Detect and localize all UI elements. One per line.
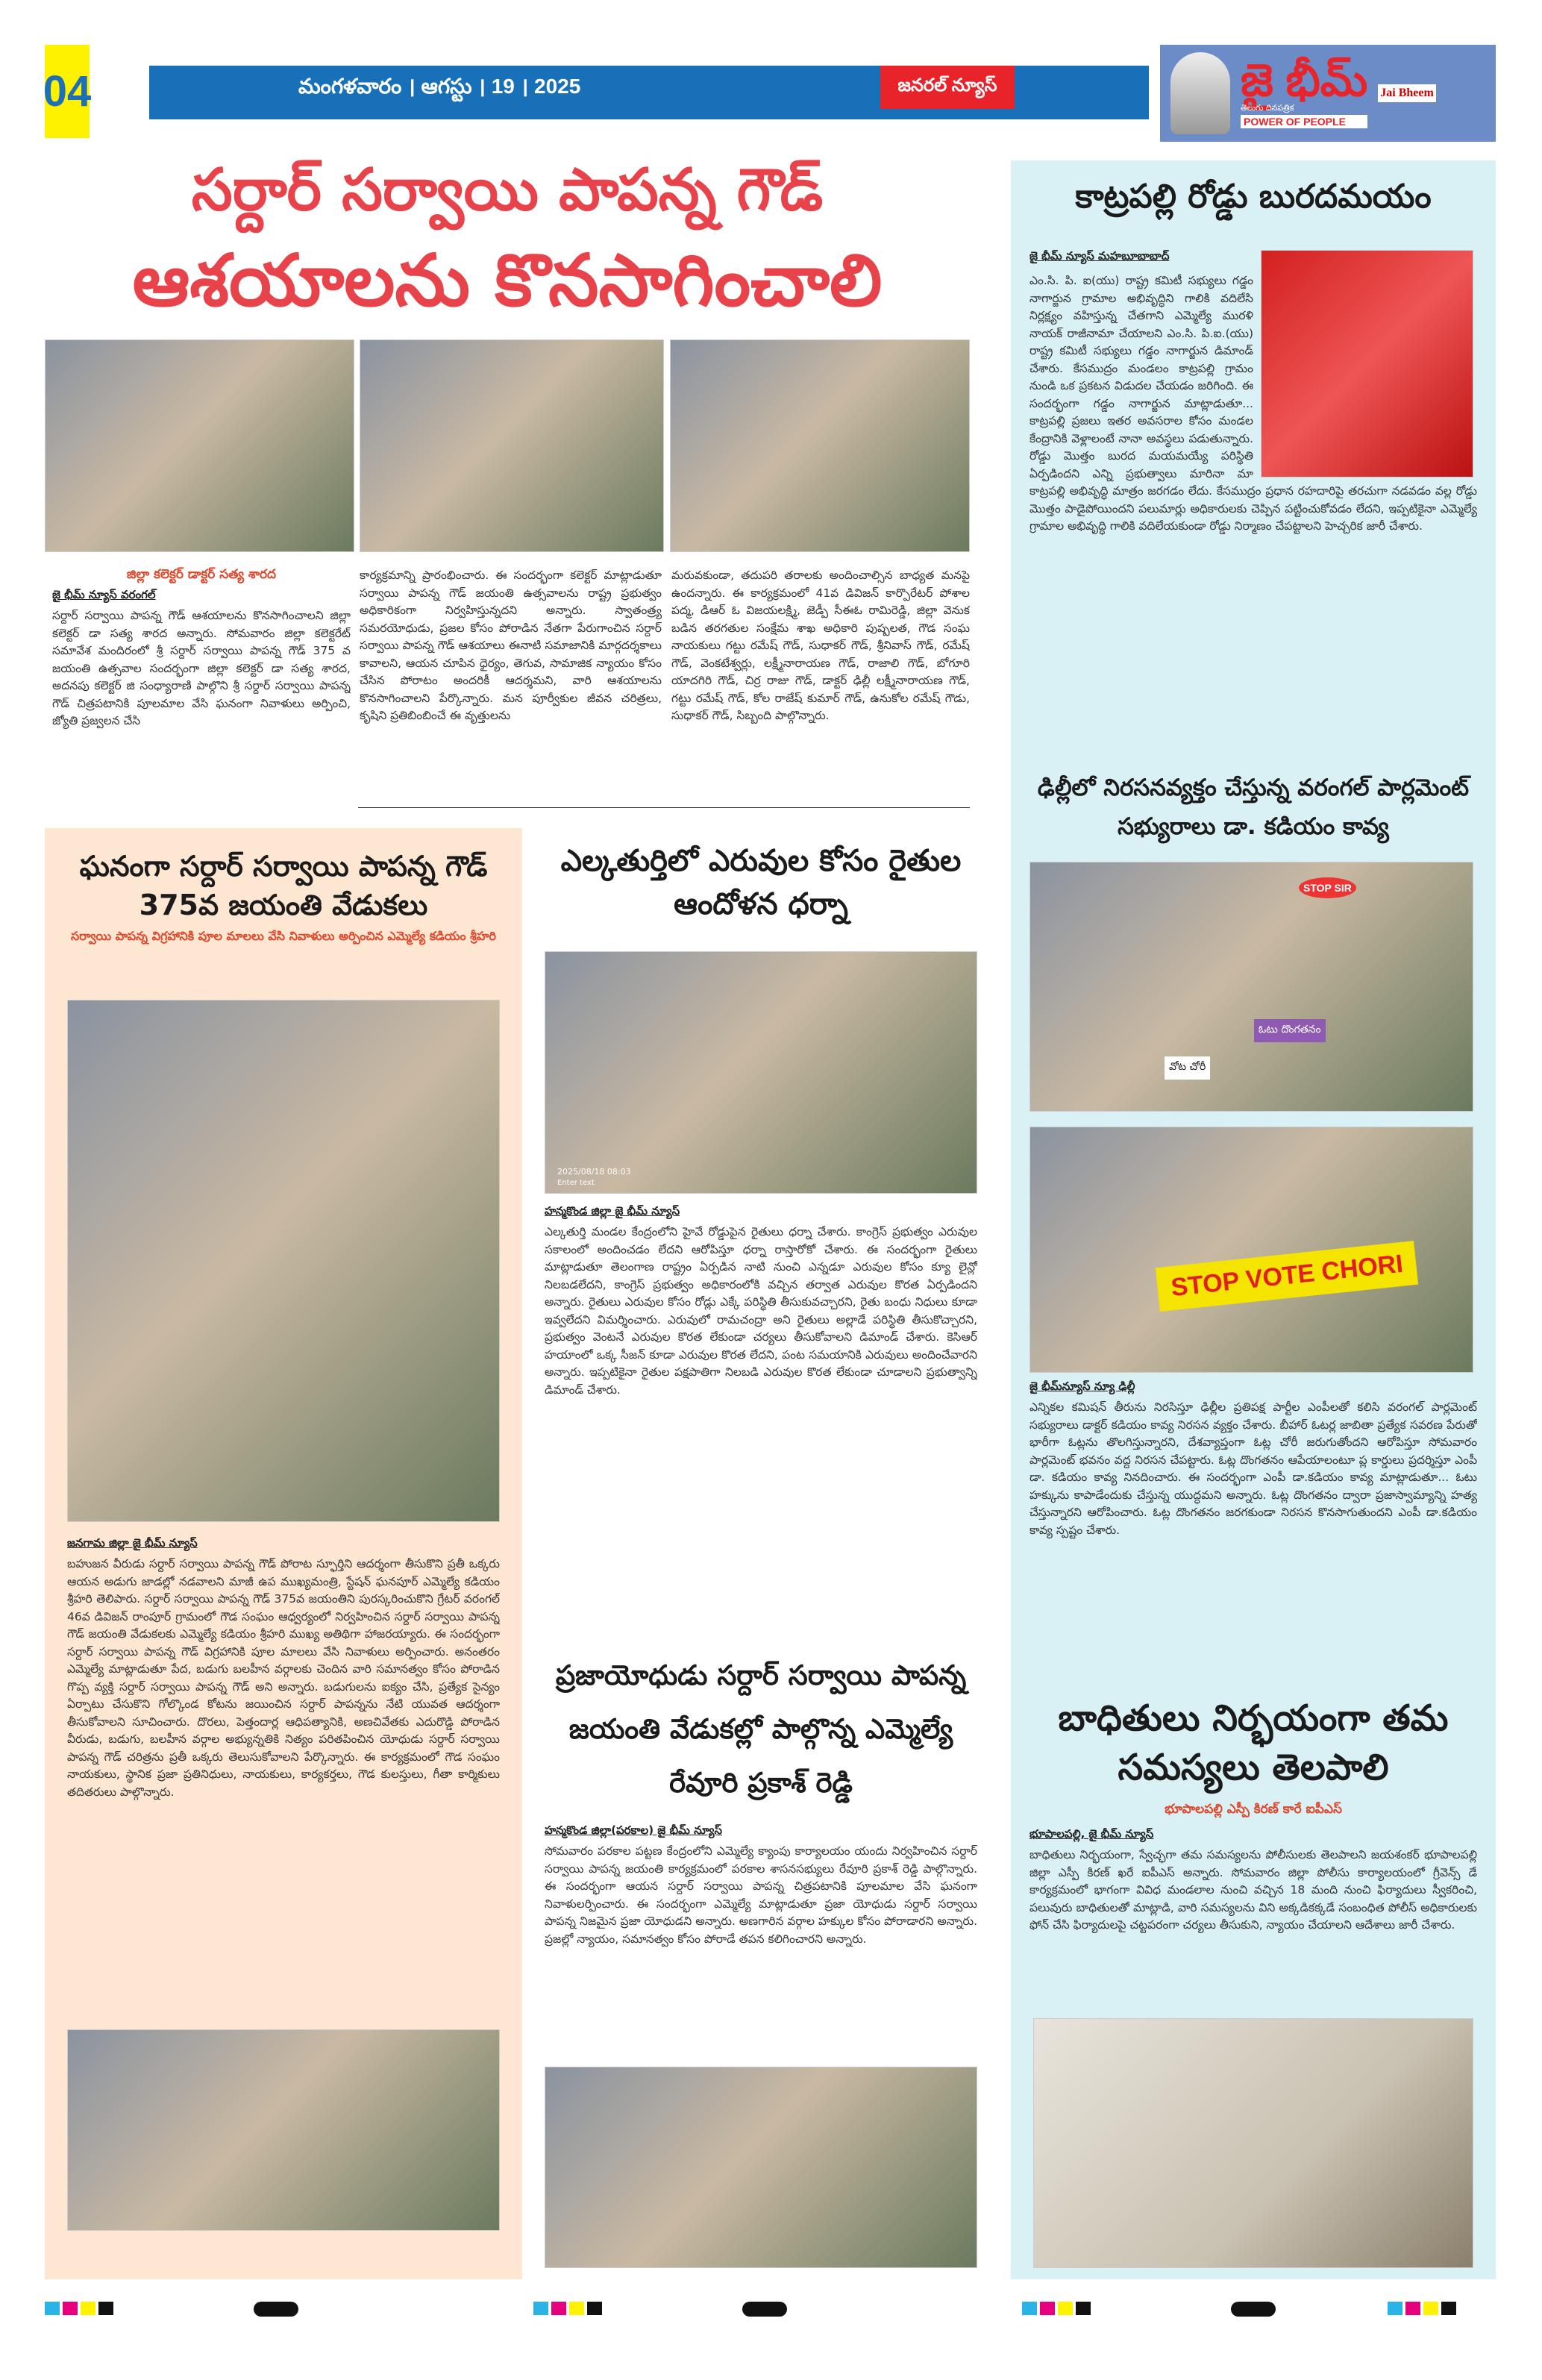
right-byline-2: జై భీమ్‌న్యూస్ న్యూ ఢిల్లీ [1029, 1380, 1135, 1393]
right-subhead-3: భూపాలపల్లి ఎస్పీ కిరణ్ కారే ఐపీఎస్ [1165, 1802, 1342, 1817]
right-headline-3: బాధితులు నిర్భయంగా తమ సమస్యలు తెలపాలి [1058, 1697, 1449, 1788]
photo-timestamp: 2025/08/18 08:03 [557, 1167, 631, 1177]
left-photo-group [67, 2029, 500, 2231]
mid-headline-2: ప్రజాయోధుడు సర్దార్ సర్వాయి పాపన్న జయంతి వేడుకల్లో పాల్గొన్న ఎమ్మెల్యే రేవూరి ప్రకాశ్ రెడ్డి [555, 1659, 967, 1799]
lead-col-2: కార్యక్రమాన్ని ప్రారంభించారు. ఈ సందర్భంగా కలెక్టర్ మాట్లాడుతూ సర్వాయి పాపన్న గౌడ్ జయంతి ఉత్సవాలను రాష్ట్ర ప్రభుత్వం అధికారికంగా నిర్వహిస్తున్నదని అన్నారు. స్వాతంత్ర్య సమరయోధుడు, ప్రజల కోసం పోరాడిన నేతగా పేరుగాంచిన సర్దార్ సర్వాయి పాపన్న గౌడ్ ఆశయాలు ఈనాటి సమాజానికి మార్గదర్శకాలు కావాలని, ఆయన చూపిన ధైర్యం, తెగువ, సామాజిక న్యాయం కోసం చేసిన పోరాటం అందరికీ ఆదర్శమని, వారి ఆశయాలను కొనసాగించాలని పేర్కొన్నారు. మన పూర్వీకుల జీవన చరిత్రలు, కృషిని ప్రతిబింబించే ఈ వృత్తులను [360, 569, 662, 722]
lead-headline-1: సర్దార్ సర్వాయి పాపన్న గౌడ్ [191, 157, 824, 224]
right-headline-1: కాట్రపల్లి రోడ్డు బురదమయం [1075, 178, 1432, 216]
right-photo-protest-1 [1029, 862, 1473, 1112]
page-number: 04 [45, 45, 90, 138]
logo-name: జై భీమ్ [1241, 55, 1368, 105]
color-registration-marks [1388, 2302, 1456, 2315]
mid-byline-2: హన్మకొండ జిల్లా(పరకాల) జై భీమ్ న్యూస్ [545, 1823, 723, 1837]
divider [358, 807, 970, 808]
section-tag: జనరల్ న్యూస్ [880, 66, 1015, 109]
photo-caption-placeholder: Enter text [557, 1179, 595, 1187]
logo-en: Jai Bheem [1378, 84, 1436, 102]
color-registration-marks [533, 2302, 602, 2315]
color-registration-marks [45, 2302, 113, 2315]
mid-body-2: సోమవారం పరకాల పట్టణ కేంద్రంలోని ఎమ్మెల్యే క్యాంపు కార్యాలయం యందు నిర్వహించిన సర్దార్ సర్వాయి పాపన్న జయంతి కార్యక్రమంలో పరకాల శాసనసభ్యులు రేవూరి ప్రకాశ్ రెడ్డి పాల్గొన్నారు. ఈ సందర్భంగా ఆయన సర్దార్ సర్వాయి పాపన్న చిత్రపటానికి పూలమాల వేసి ఘనంగా నివాళులర్పించారు. ఈ సందర్భంగా ఎమ్మెల్యే మాట్లాడుతూ ప్రజా యోధుడు సర్దార్ సర్వాయి పాపన్న నిజమైన ప్రజా యోధుడని అన్నారు. అణగారిన వర్గాల హక్కుల కోసం పోరాడారని అన్నారు. ప్రజల్లో న్యాయం, సమానత్వం కోసం పోరాడే తపన కలిగించారని అన్నారు. [545, 1844, 977, 1946]
mid-photo-mla [545, 2067, 977, 2268]
registration-pill [742, 2302, 787, 2317]
sign-vote-chori: వోట చోరీ [1165, 1056, 1210, 1080]
registration-pill [1231, 2302, 1276, 2317]
right-photo-protest-2 [1029, 1127, 1473, 1373]
mid-body: ఎల్కతుర్తి మండల కేంద్రంలోని హైవే రోడ్డుపైన రైతులు ధర్నా చేశారు. కాంగ్రెస్ ప్రభుత్వం ఎరువుల సకాలంలో అందించడం లేదని ఆరోపిస్తూ ధర్నా రాస్తారోకో చేశారు. ఈ సందర్భంగా రైతులు మాట్లాడుతూ తెలంగాణ రాష్ట్రం ఏర్పడిన నాటి నుంచి ఎన్నడూ ఎరువుల కోసం క్యూ లైన్లో నిలబడలేదని, కాంగ్రెస్ ప్రభుత్వం అధికారంలోకి వచ్చిన తర్వాత ఎరువుల కొరత ఏర్పడిందని అన్నారు. రైతులు ఎరువుల కోసం రోడ్లు ఎక్కే పరిస్థితి తీసుకువచ్చారని, రైతు బంధు నిధులు కూడా ఇవ్వలేదని విమర్శించారు. ఎరువులో రామచంద్రా అని రైతులు అల్లాడే పరిస్థితి తీసుకొచ్చారని, ప్రభుత్వం వెంటనే ఎరువుల కొరత లేకుండా చర్యలు తీసుకోవాలని డిమాండ్ చేశారు. కెసిఆర్ హయాంలో ఒక్క సీజన్ కూడా ఎరువుల కొరత లేదని, పంట సమయానికి ఎరువులు అందించేవారని అన్నారు. ఇప్పటికైనా రైతుల పక్షపాతిగా నిలబడి ఎరువుల కొరత లేకుండా చూడాలని ప్రభుత్వాన్ని డిమాండ్ చేశారు. [545, 1225, 977, 1397]
lead-col-3: మరువకుండా, తదుపరి తరాలకు అందించాల్సిన బాధ్యత మనపై ఉందన్నారు. ఈ కార్యక్రమంలో 41వ డివిజన్ కార్పొరేటర్ పోశాల పద్మ, డిఆర్ ఓ విజయలక్ష్మి, జెడ్పీ సీఈఓ రామిరెడ్డి, జిల్లా వెనుక బడిన తరగతుల సంక్షేమ శాఖ అధికారి పుష్పలత, గౌడ సంఘ నాయకులు గట్టు రమేష్ గౌడ్, సుధాకర్ గౌడ్, శ్రీనివాస్ గౌడ్, రమేష్ గౌడ్, వెంకటేశ్వర్లు, లక్ష్మీనారాయణ గౌడ్, రాజాలి గౌడ్, బోగూరి యాదగిరి గౌడ్, చిర్ర రాజు గౌడ్, డాక్టర్ ఢిల్లీ లక్ష్మీనారాయణ గౌడ్, గట్టు రమేష్ గౌడ్, కోల రాజేష్ కుమార్ గౌడ్, ఉనుకోల రమేష్ గౌడు, సుధాకర్ గౌడ్, సిబ్బంది పాల్గొన్నారు. [671, 569, 970, 722]
logo-tagline: POWER OF PEOPLE [1241, 115, 1367, 128]
sign-vote-theft: ఓటు దొంగతనం [1254, 1019, 1326, 1042]
mid-headline: ఎల్కతుర్తిలో ఎరువుల కోసం రైతుల ఆందోళన ధర్నా [560, 844, 962, 921]
masthead-logo [1160, 45, 1496, 142]
lead-col-1: సర్దార్ సర్వాయి పాపన్న గౌడ్ ఆశయాలను కొనసాగించాలని జిల్లా కలెక్టర్ డా సత్య శారద అన్నారు. సోమవారం జిల్లా కలెక్టరేట్ సమావేశ మందిరంలో శ్రీ సర్దార్ సర్వాయి పాపన్న గౌడ్ 375 వ జయంతి ఉత్సవాల సందర్భంగా జిల్లా కలెక్టర్ డా సత్య శారద, అదనపు కలెక్టర్ జి సంధ్యారాణి పాల్గొని శ్రీ సర్దార్ సర్వాయి పాపన్న గౌడ్ చిత్రపటానికి పూలమాల వేసి ఘనంగా నివాళులు అర్పించి, జ్యోతి ప్రజ్వలన చేసి [52, 609, 351, 727]
right-headline-2: ఢిల్లీలో నిరసనవ్యక్తం చేస్తున్న వరంగల్ పార్లమెంట్ సభ్యురాలు డా. కడియం కావ్య [1037, 774, 1470, 840]
lead-subhead: జిల్లా కలెక్టర్ డాక్టర్ సత్య శారద [126, 567, 277, 582]
right-byline-1: జై భీమ్ న్యూస్ మహబూబాబాద్ [1029, 249, 1170, 263]
right-photo-grievance [1033, 2018, 1473, 2268]
portrait-icon [1170, 52, 1230, 134]
color-registration-marks [1022, 2302, 1091, 2315]
right-body-2: ఎన్నికల కమిషన్ తీరును నిరసిస్తూ ఢిల్లీల ప్రతిపక్ష పార్టీల ఎంపీలతో కలిసి వరంగల్ పార్లమెంట్ సభ్యురాలు డాక్టర్ కడియం కావ్య నిరసన వ్యక్తం చేశారు. బీహార్ ఓటర్ల జాబితా ప్రత్యేక సవరణ పేరుతో భారీగా ఓట్లను తొలగిస్తున్నారని, దేశవ్యాప్తంగా ఓట్ల చోరీ జరుగుతోందని ఆరోపిస్తూ సోమవారం పార్లమెంట్ భవనం వద్ద నిరసన చేపట్టారు. ఓట్ల దొంగతనం ఆపేయాలంటూ ప్ల కార్డులు ప్రదర్శిస్తూ ఎంపీ డా. కడియం కావ్య నినదించారు. ఈ సందర్భంగా ఎంపీ డా.కడియం కావ్య మాట్లాడుతూ... ఓటు హక్కును కాపాడేందుకు చేస్తున్న యుద్ధమని అన్నారు. ఓట్ల దొంగతనం ద్వారా ప్రజాస్వామ్యాన్ని హత్య చేస్తున్నారని ఆరోపించారు. ఓట్ల దొంగతనం జరగకుండా నిరసన కొనసాగుతుందని ఎంపీ డా.కడియం కావ్య స్పష్టం చేశారు. [1029, 1400, 1477, 1537]
left-body: బహుజన వీరుడు సర్దార్ సర్వాయి పాపన్న గౌడ్ పోరాట స్ఫూర్తిని ఆదర్శంగా తీసుకొని ప్రతీ ఒక్కరు ఆయన అడుగు జాడల్లో నడవాలని మాజీ ఉప ముఖ్యమంత్రి, స్టేషన్ ఘనపూర్ ఎమ్మెల్యే కడియం శ్రీహరి తెలిపారు. సర్దార్ సర్వాయి పాపన్న గౌడ్ 375వ జయంతిని పురస్కరించుకొని గ్రేటర్ వరంగల్ 46వ డివిజన్ రాంపూర్ గ్రామంలో గౌడ సంఘం ఆధ్వర్యంలో నిర్వహించిన సర్దార్ సర్వాయి పాపన్న గౌడ్ జయంతి వేడుకలకు ఎమ్మెల్యే కడియం శ్రీహరి ముఖ్య అతిథిగా హాజరయ్యారు. ఈ సందర్భంగా సర్దార్ సర్వాయి పాపన్న గౌడ్ విగ్రహానికి పూల మాలలు వేసి నివాళులు అర్పించారు. అనంతరం ఎమ్మెల్యే మాట్లాడుతూ పేద, బడుగు బలహీన వర్గాలకు చెందిన వారి సమానత్వం కోసం పోరాడిన గొప్ప వ్యక్తి సర్దార్ సర్వాయి పాపన్న గౌడ్ అని అన్నారు. బడుగులను ఐక్యం చేసి, ప్రత్యేక సైన్యం ఏర్పాటు చేసుకొని గోల్కొండ కోటను జయించిన సర్దార్ పాపన్నను నేటి యువత ఆదర్శంగా తీసుకోవాలని సూచించారు. దొరలు, పెత్తందార్ల ఆధిపత్యానికి, అణచివేతకు ఎదురొడ్డి పోరాడిన వీరుడు, బడుగు, బలహీన వర్గాల అభ్యున్నతికి నిత్యం పరితపించిన యోధుడు సర్దార్ సర్వాయి పాపన్న గౌడ్ చరిత్రను ప్రతీ ఒక్కరు తెలుసుకోవాలని పేర్కొన్నారు. ఈ కార్యక్రమంలో గౌడ సంఘం నాయకులు, స్థానిక ప్రజా ప్రతినిధులు, నాయకులు, కార్యకర్తలు, గౌడ కులస్తులు, గీతా కార్మికులు తదితరులు పాల్గొన్నారు. [67, 1557, 500, 1799]
right-body-3: బాధితులు నిర్భయంగా, స్వేచ్ఛగా తమ సమస్యలను పోలీసులకు తెలపాలని జయశంకర్ భూపాలపల్లి జిల్లా ఎస్పీ కిరణ్ ఖరే ఐపీఎస్ అన్నారు. సోమవారం జిల్లా పోలీసు కార్యాలయంలో గ్రీవెన్స్ డే కార్యక్రమంలో భాగంగా వివిధ మండలాల నుంచి వచ్చిన 18 మంది నుంచి ఫిర్యాదులు స్వీకరించి, పలువురు బాధితులతో మాట్లాడి, వారి సమస్యలను విని అక్కడికక్కడే సంబంధిత పోలీస్ అధికారులకు ఫోన్ చేసి ఫిర్యాదులపై చట్టపరంగా చర్యలు తీసుకుని, న్యాయం చేయాలని ఆదేశాలు జారీ చేశారు. [1029, 1848, 1477, 1932]
left-headline: ఘనంగా సర్దార్ సర్వాయి పాపన్న గౌడ్ 375వ జయంతి వేడుకలు [79, 850, 488, 921]
mid-photo-protest [545, 951, 977, 1194]
right-body-1 [1029, 272, 1477, 750]
banner-stop-vote-chori: STOP VOTE CHORI [1156, 1241, 1419, 1312]
right-body-1-text: ఎం.సి. పి. ఐ(యు) రాష్ట్ర కమిటీ సభ్యులు గడ్డం నాగార్జున గ్రామాల అభివృద్ధిని గాలికి వదిలేసి నిర్లక్ష్యం వహిస్తున్న చేతగాని ఎమ్మెల్యే మురళి నాయక్ రాజీనామా చేయాలని ఎం.సి. పి.ఐ.(యు) రాష్ట్ర కమిటీ సభ్యులు గడ్డం నాగార్జున డిమాండ్ చేశారు. కేసముద్రం మండలం కాట్రపల్లి గ్రామం నుండి ఒక ప్రకటన విడుదల చేయడం జరిగింది. ఈ సందర్భంగా గడ్డం నాగార్జున మాట్లాడుతూ... కాట్రపల్లి ప్రజలు ఇతర అవసరాల కోసం మండల కేంద్రానికి వెళ్లాలంటే నానా అవస్థలు పడుతున్నారు. రోడ్డు మొత్తం బురద మయమయ్యే పరిస్థితి ఏర్పడిందని ఎన్ని ప్రభుత్వాలు మారినా మా కాట్రపల్లి అభివృద్ధి మాత్రం జరగడం లేదు. కేసముద్రం ప్రధాన రహదారిపై తరచుగా నడవడం వల్ల రోడ్డు మొత్తం పాడైపోయిందని పలుమార్లు అధికారులకు చెప్పిన పట్టించుకోవడం లేదని, ఇప్పటికైనా ఎమ్మెల్యే గ్రామాల అభివృద్ధి గాలికి వదిలేయకుండా రోడ్డు నిర్మాణం చేపట్టాలని హెచ్చరిక జారీ చేశారు. [1029, 274, 1477, 533]
left-photo-statue [67, 1000, 500, 1522]
lead-photo-3 [670, 339, 970, 552]
logo-sub: తెలుగు దినపత్రిక [1241, 103, 1294, 113]
sign-stop-sir: STOP SIR [1299, 877, 1356, 898]
right-byline-3: భూపాలపల్లి, జై భీమ్ న్యూస్ [1029, 1827, 1154, 1841]
lead-photo-2 [360, 339, 664, 552]
lead-byline: జై భీమ్ న్యూస్ వరంగల్ [52, 588, 156, 601]
lead-photo-1 [45, 339, 354, 552]
left-subhead: సర్వాయి పాపన్న విగ్రహానికి పూల మాలలు వేసి నివాళులు అర్పించిన ఎమ్మెల్యే కడియం శ్రీహరి [71, 929, 496, 943]
registration-pill [254, 2302, 298, 2317]
lead-headline-2: ఆశయాలను కొనసాగించాలి [132, 239, 883, 322]
issue-date: మంగళవారం । ఆగస్టు । 19 । 2025 [298, 75, 581, 98]
left-byline: జనగామ జిల్లా జై భీమ్ న్యూస్ [67, 1536, 198, 1550]
mid-byline: హన్మకొండ జిల్లా జై భీమ్ న్యూస్ [545, 1204, 680, 1218]
